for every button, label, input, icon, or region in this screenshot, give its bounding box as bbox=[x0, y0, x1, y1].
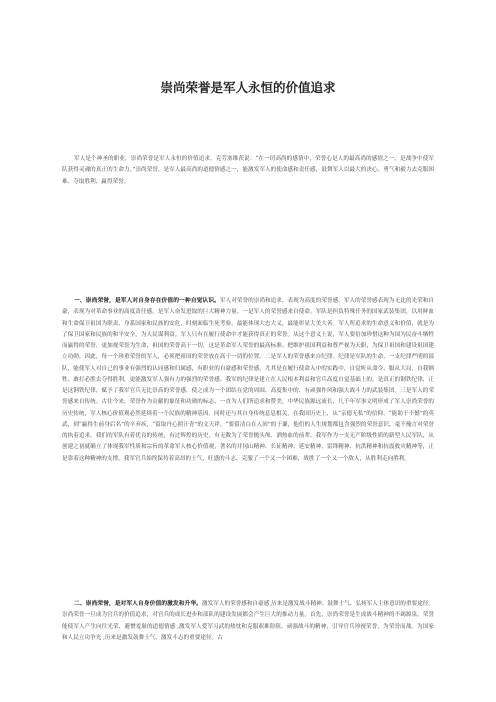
paragraph-section-one bbox=[62, 296, 434, 465]
paragraph-body: 军人是个神圣的职业，崇尚荣誉是军人永恒的价值追求。克劳塞维茨说：“在一切高尚的感情中，荣誉心是人的最高尚的感情之一，是战争中使军队获得灵魂的真正的生命力。”崇尚荣誉，是军人最高尚的道德情感之一，能激发军人的使命感和责任感，鼓舞军人以最大的决心、勇气和毅力去克服困难、夺取胜利、赢得荣誉。 bbox=[62, 156, 434, 185]
paragraph-body: 激发军人的荣誉感和自豪感,历来是激发战斗精神、鼓舞士气、弘扬军人主体意识的重要途径。崇尚荣誉一旦成为官兵的价值追求，对官兵的成长进步和部队的建设发展都会产生巨大的推动力量。首先，崇尚荣誉是生成战斗精神的不竭源泉。荣誉能使军人产生向往光荣、避憎羞耻的道德情感 ,激发军人爱军习武的热忱和克服艰难险阻、顽强战斗的精神，引导官兵珍视荣誉、为荣誉而战。为国家和人民立功争光 ,历来是激发鼓舞士气、激发斗志的重要途径。古 bbox=[62, 601, 434, 641]
paragraph-intro bbox=[62, 154, 434, 188]
section-heading: 一、崇尚荣誉，是军人对自身存在价值的一种自觉认识。 bbox=[74, 298, 220, 304]
paragraph-body: 军人对荣誉的崇尚和追求，表现为高度的荣誉感。军人的荣誉感表现为无比的光荣和自豪，表现为对革命事业的高度责任感，是军人奋发进取的巨大精神力量。一是军人的荣誉感来自使命。军队是担负特殊任务的国家武装集团，以用鲜血和生命保卫祖国为职责，身系国家和民族的安危，时刻面临生死考验，最能体现大忠大义，最能彰显大美大善。军人所追求的生命意义和价值，就是为了保卫国家和民族的和平安全，为人民谋利益。军人只有在履行使命中才能获得真正的荣誉。从这个意义上说，军人要倍加珍惜这种为国为民奋斗牺牲而赢得的荣誉，更加视荣誉为生命，祖国的荣誉高于一切，这是革命军人荣誉的最高标准。把维护祖国利益和尊严视为天职，为保卫祖国和建设祖国建立功勋。因此，每一个珍重荣誉的军人，必须把祖国的荣誉放在高于一切的位置。二是军人的荣誉感来自纪律。纪律是军队的生命，一支纪律严明的部队，能使军人对自己的事业有强烈的认同感和归属感，有职业的自豪感和荣誉感。尤其是在履行使命入中的实践中，自觉听从命令、服从大局，自我牺牲、敢打必胜去夺得胜利，更能激发军人强有力的强烈的荣誉感。我军的纪律是建立在人民根本利益和官兵高度自觉基础上的，是真正的钢铁纪律，正是这钢铁纪律，赋予了我军官兵无比崇高的荣誉感，使之成为一个团结在党的周围、高度集中的、有顽强作风和强大战斗力的武装集团。三是军人的荣誉感来自传统。古往今来，荣誉作为贡献的象征和功勋的标志，一直为人们所追求和赞美，中华民族源远流长，几千年军事文明形成了军人崇尚荣誉的历史传统，军人核心价值观必然延续着一个民族的精神基因。同时还与其自身传统息息相关，在我国历史上，从“亲德无私”的信仰，“能助于不憾”的英武，到“赢得生前身后名”的辛弃疾，“留取丹心照汗青”的文天祥，“要留清白在人间”的于谦，他们的人生规划都包含强烈的荣誉意识，毫不掩言对荣誉的执着追求。我们的军队有着优良的传统，有过辉煌的历史，有无数为了荣誉抛头颅、洒热血的前辈。我军作为一支无产阶级性质的新型人民军队，从创建之初就确立了体现我军性质和宗旨的革命军人核心价值观，著名的井冈山精神、长征精神、延安精神、雷锋精神、抗洪精神和抗震救灾精神等，正是靠着这种精神的支撑，我军官兵始终保持着高昂的士气、旺盛的斗志，克服了一个又一个困难，战胜了一个又一个敌人，从胜利走向胜利。 bbox=[62, 298, 434, 462]
paragraph-section-two bbox=[62, 599, 434, 644]
document-title: 崇尚荣誉是军人永恒的价值追求 bbox=[160, 80, 336, 95]
section-heading: 二、崇尚荣誉，是对军人自身价值的激发和升华。 bbox=[74, 601, 202, 607]
